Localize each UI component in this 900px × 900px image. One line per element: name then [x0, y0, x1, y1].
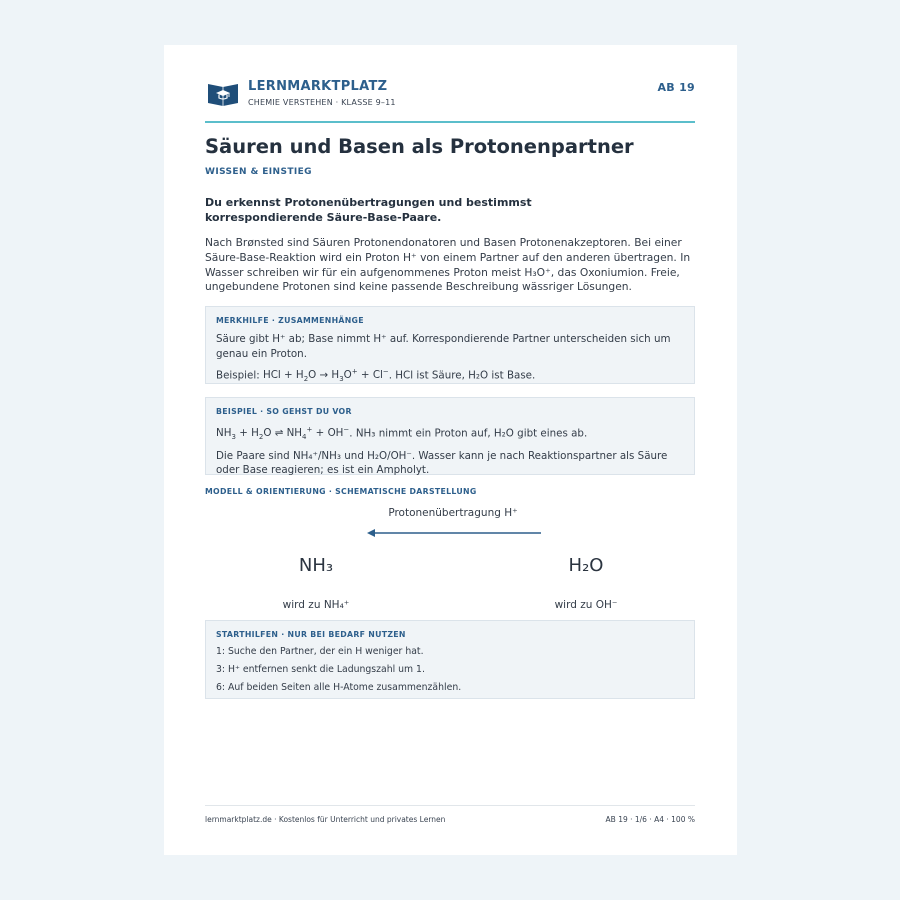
beispiel-box: [205, 397, 695, 475]
merkhilfe-example-label: Beispiel:: [216, 369, 260, 382]
water-product-label: wird zu OH⁻: [554, 599, 618, 611]
ammonia-molecule: NH₃: [298, 555, 334, 576]
ammonia-product-label: wird zu NH₄⁺: [282, 599, 350, 611]
worksheet-page: [164, 45, 737, 855]
open-book-graduation-cap-icon: [207, 81, 239, 107]
starthilfen-title: STARTHILFEN · NUR BEI BEDARF NUTZEN: [216, 630, 406, 639]
beispiel-equation-note: . NH₃ nimmt ein Proton auf, H₂O gibt eines ab.: [349, 427, 588, 440]
footer-divider: [205, 805, 695, 806]
water-molecule: H₂O: [568, 555, 604, 576]
modell-section-label: MODELL & ORIENTIERUNG · SCHEMATISCHE DARSTELLUNG: [205, 487, 477, 496]
intro-paragraph: Nach Brønsted sind Säuren Protonendonatoren und Basen Protonenakzeptoren. Bei einer Säure-Base-Reaktion wird ein Proton H⁺ von einem Partner auf den anderen übertragen. In Wasser schreiben wir für ein aufgenommenes Proton meist H₃O⁺, das Oxoniumion. Freie, ungebundene Protonen sind keine passende Beschreibung wässriger Lösungen.: [205, 236, 691, 294]
starthilfe-item: 1: Suche den Partner, der ein H weniger hat.: [216, 646, 424, 657]
section-kicker: WISSEN & EINSTIEG: [205, 167, 312, 177]
starthilfe-item: 3: H⁺ entfernen senkt die Ladungszahl um 1.: [216, 664, 425, 675]
merkhilfe-title: MERKHILFE · ZUSAMMENHÄNGE: [216, 316, 364, 325]
merkhilfe-text: Säure gibt H⁺ ab; Base nimmt H⁺ auf. Korrespondierende Partner unterscheiden sich um genau ein Proton.: [216, 333, 671, 360]
merkhilfe-box: [205, 306, 695, 384]
header-divider: [205, 121, 695, 123]
merkhilfe-example: [216, 365, 684, 387]
page-title: Säuren und Basen als Protonenpartner: [205, 135, 634, 158]
starthilfe-item: 6: Auf beiden Seiten alle H-Atome zusammenzählen.: [216, 682, 462, 693]
footer-page-info: AB 19 · 1/6 · A4 · 100 %: [605, 815, 695, 824]
learning-goal: Du erkennst Protonenübertragungen und bestimmst korrespondierende Säure-Base-Paare.: [205, 196, 532, 224]
brand-subtitle: CHEMIE VERSTEHEN · KLASSE 9–11: [248, 98, 396, 107]
hcl-reaction-equation: HCl + $H_2O \to H_3O^+ + Cl^-$: [262, 368, 389, 384]
proton-transfer-caption: Protonenübertragung H⁺: [388, 507, 518, 519]
sheet-id: AB 19: [657, 81, 695, 94]
proton-transfer-arrow: [365, 527, 543, 539]
beispiel-text: Die Paare sind NH₄⁺/NH₃ und H₂O/OH⁻. Wasser kann je nach Reaktionspartner als Säure oder Base reagieren; es ist ein Ampholyt.: [216, 449, 668, 477]
merkhilfe-example-note: . HCl ist Säure, H₂O ist Base.: [388, 369, 536, 382]
starthilfen-box: [205, 620, 695, 699]
ammonia-reaction-equation: $NH_3 + H_2O$ ⇌ $NH_4^+ + OH^-$: [216, 426, 350, 442]
footer-source: lernmarktplatz.de · Kostenlos für Unterricht und privates Lernen: [205, 815, 446, 824]
beispiel-title: BEISPIEL · SO GEHST DU VOR: [216, 407, 352, 416]
beispiel-equation-line: [216, 423, 684, 445]
brand-name: LERNMARKTPLATZ: [248, 79, 388, 94]
